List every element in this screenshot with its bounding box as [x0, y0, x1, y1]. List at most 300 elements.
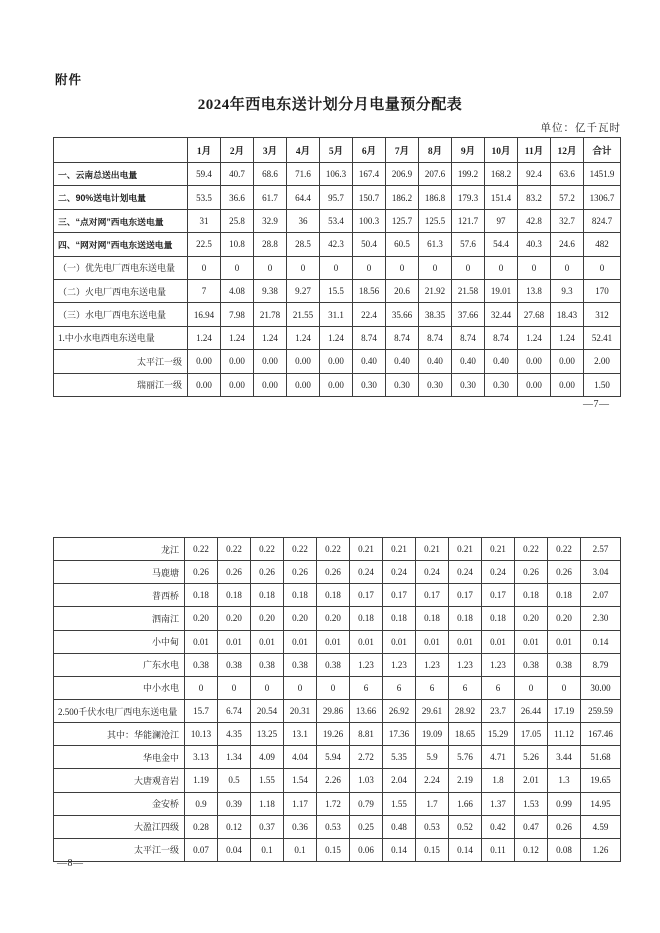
page-number-7: —7— — [583, 399, 610, 410]
value-cell: 61.3 — [419, 233, 452, 256]
value-cell: 0.26 — [251, 561, 284, 584]
value-cell: 0 — [185, 676, 218, 699]
column-header: 1月 — [188, 138, 221, 163]
value-cell: 0.00 — [320, 373, 353, 396]
value-cell: 9.3 — [551, 280, 584, 303]
row-label: 2.500千伏水电厂西电东送电量 — [54, 699, 185, 722]
row-label: 中小水电 — [54, 676, 185, 699]
value-cell: 2.04 — [383, 769, 416, 792]
value-cell: 0 — [284, 676, 317, 699]
value-cell: 83.2 — [518, 186, 551, 209]
value-cell: 31 — [188, 209, 221, 232]
value-cell: 0.30 — [353, 373, 386, 396]
allocation-table-2 — [53, 537, 621, 862]
value-cell: 0.14 — [383, 838, 416, 861]
value-cell: 0 — [548, 676, 581, 699]
value-cell: 1.24 — [254, 326, 287, 349]
table-row — [54, 186, 621, 209]
value-cell: 52.41 — [584, 326, 621, 349]
value-cell: 27.68 — [518, 303, 551, 326]
value-cell: 206.9 — [386, 163, 419, 186]
value-cell: 0.99 — [548, 792, 581, 815]
value-cell: 31.1 — [320, 303, 353, 326]
table-row — [54, 607, 621, 630]
table-row — [54, 792, 621, 815]
value-cell: 97 — [485, 209, 518, 232]
value-cell: 21.55 — [287, 303, 320, 326]
value-cell: 0 — [218, 676, 251, 699]
value-cell: 4.35 — [218, 723, 251, 746]
value-cell: 2.72 — [350, 746, 383, 769]
value-cell: 4.08 — [221, 280, 254, 303]
value-cell: 50.4 — [353, 233, 386, 256]
value-cell: 0.21 — [350, 538, 383, 561]
value-cell: 0.01 — [383, 630, 416, 653]
value-cell: 1306.7 — [584, 186, 621, 209]
value-cell: 0.20 — [515, 607, 548, 630]
value-cell: 0 — [452, 256, 485, 279]
value-cell: 0.5 — [218, 769, 251, 792]
value-cell: 0.18 — [218, 584, 251, 607]
row-label: 泗南江 — [54, 607, 185, 630]
value-cell: 167.46 — [581, 723, 621, 746]
value-cell: 121.7 — [452, 209, 485, 232]
value-cell: 0.00 — [254, 373, 287, 396]
value-cell: 1.23 — [482, 653, 515, 676]
value-cell: 6 — [449, 676, 482, 699]
column-header: 合计 — [584, 138, 621, 163]
value-cell: 21.78 — [254, 303, 287, 326]
value-cell: 207.6 — [419, 163, 452, 186]
value-cell: 0.21 — [416, 538, 449, 561]
page-title: 2024年西电东送计划分月电量预分配表 — [197, 97, 463, 113]
row-label: 四、“网对网”西电东送送电量 — [54, 233, 188, 256]
value-cell: 0.07 — [185, 838, 218, 861]
value-cell: 5.26 — [515, 746, 548, 769]
value-cell: 482 — [584, 233, 621, 256]
value-cell: 1.24 — [551, 326, 584, 349]
value-cell: 150.7 — [353, 186, 386, 209]
value-cell: 10.13 — [185, 723, 218, 746]
value-cell: 92.4 — [518, 163, 551, 186]
table-row — [54, 723, 621, 746]
value-cell: 0.00 — [518, 373, 551, 396]
value-cell: 0 — [518, 256, 551, 279]
value-cell: 2.19 — [449, 769, 482, 792]
value-cell: 24.6 — [551, 233, 584, 256]
value-cell: 0.01 — [482, 630, 515, 653]
value-cell: 0.17 — [416, 584, 449, 607]
value-cell: 0 — [419, 256, 452, 279]
value-cell: 0.36 — [284, 815, 317, 838]
value-cell: 1.19 — [185, 769, 218, 792]
value-cell: 95.7 — [320, 186, 353, 209]
value-cell: 36 — [287, 209, 320, 232]
value-cell: 0 — [320, 256, 353, 279]
value-cell: 0 — [353, 256, 386, 279]
value-cell: 179.3 — [452, 186, 485, 209]
value-cell: 1.03 — [350, 769, 383, 792]
value-cell: 0.17 — [482, 584, 515, 607]
value-cell: 0.20 — [251, 607, 284, 630]
value-cell: 125.7 — [386, 209, 419, 232]
value-cell: 2.26 — [317, 769, 350, 792]
table-row — [54, 280, 621, 303]
value-cell: 0.00 — [221, 350, 254, 373]
value-cell: 54.4 — [485, 233, 518, 256]
value-cell: 1.23 — [449, 653, 482, 676]
value-cell: 0.18 — [449, 607, 482, 630]
value-cell: 0.37 — [251, 815, 284, 838]
value-cell: 0.00 — [551, 350, 584, 373]
table-row — [54, 538, 621, 561]
value-cell: 18.56 — [353, 280, 386, 303]
value-cell: 28.92 — [449, 699, 482, 722]
value-cell: 18.65 — [449, 723, 482, 746]
value-cell: 0.40 — [485, 350, 518, 373]
table-row — [54, 653, 621, 676]
value-cell: 0.18 — [416, 607, 449, 630]
value-cell: 0 — [251, 676, 284, 699]
value-cell: 1.54 — [284, 769, 317, 792]
value-cell: 0.01 — [350, 630, 383, 653]
value-cell: 6 — [416, 676, 449, 699]
row-label: 金安桥 — [54, 792, 185, 815]
value-cell: 0.01 — [548, 630, 581, 653]
value-cell: 13.1 — [284, 723, 317, 746]
value-cell: 0.22 — [317, 538, 350, 561]
value-cell: 0.1 — [251, 838, 284, 861]
value-cell: 0.08 — [548, 838, 581, 861]
value-cell: 0.47 — [515, 815, 548, 838]
value-cell: 9.38 — [254, 280, 287, 303]
value-cell: 19.01 — [485, 280, 518, 303]
value-cell: 57.2 — [551, 186, 584, 209]
value-cell: 125.5 — [419, 209, 452, 232]
value-cell: 0.21 — [449, 538, 482, 561]
table-row — [54, 561, 621, 584]
value-cell: 8.74 — [386, 326, 419, 349]
value-cell: 0.00 — [320, 350, 353, 373]
value-cell: 0.21 — [383, 538, 416, 561]
table-row — [54, 233, 621, 256]
allocation-table-1 — [53, 137, 621, 397]
value-cell: 0 — [254, 256, 287, 279]
value-cell: 0.40 — [419, 350, 452, 373]
table-row — [54, 326, 621, 349]
value-cell: 1.18 — [251, 792, 284, 815]
value-cell: 0 — [584, 256, 621, 279]
table-row — [54, 838, 621, 861]
row-label: 其中：华能澜沧江 — [54, 723, 185, 746]
value-cell: 2.00 — [584, 350, 621, 373]
value-cell: 13.25 — [251, 723, 284, 746]
row-label: （二）火电厂西电东送电量 — [54, 280, 188, 303]
value-cell: 19.26 — [317, 723, 350, 746]
value-cell: 0.12 — [515, 838, 548, 861]
table-row — [54, 676, 621, 699]
value-cell: 0.22 — [515, 538, 548, 561]
value-cell: 30.00 — [581, 676, 621, 699]
value-cell: 0 — [551, 256, 584, 279]
value-cell: 0.00 — [221, 373, 254, 396]
value-cell: 0.01 — [515, 630, 548, 653]
value-cell: 0.26 — [317, 561, 350, 584]
value-cell: 1.23 — [383, 653, 416, 676]
value-cell: 6 — [482, 676, 515, 699]
value-cell: 100.3 — [353, 209, 386, 232]
value-cell: 0.01 — [416, 630, 449, 653]
value-cell: 0.18 — [251, 584, 284, 607]
page-number-8: —8— — [57, 858, 84, 869]
value-cell: 0.18 — [317, 584, 350, 607]
value-cell: 7 — [188, 280, 221, 303]
value-cell: 0.01 — [449, 630, 482, 653]
value-cell: 1451.9 — [584, 163, 621, 186]
row-label: 华电金中 — [54, 746, 185, 769]
value-cell: 0.17 — [449, 584, 482, 607]
value-cell: 0.24 — [416, 561, 449, 584]
value-cell: 68.6 — [254, 163, 287, 186]
value-cell: 17.36 — [383, 723, 416, 746]
value-cell: 5.94 — [317, 746, 350, 769]
column-header: 9月 — [452, 138, 485, 163]
value-cell: 0.17 — [350, 584, 383, 607]
value-cell: 15.29 — [482, 723, 515, 746]
row-label: （三）水电厂西电东送电量 — [54, 303, 188, 326]
value-cell: 186.8 — [419, 186, 452, 209]
value-cell: 0.38 — [515, 653, 548, 676]
value-cell: 1.24 — [188, 326, 221, 349]
value-cell: 40.3 — [518, 233, 551, 256]
value-cell: 0.00 — [188, 350, 221, 373]
value-cell: 0.20 — [548, 607, 581, 630]
value-cell: 2.57 — [581, 538, 621, 561]
value-cell: 1.17 — [284, 792, 317, 815]
value-cell: 2.24 — [416, 769, 449, 792]
header-row — [54, 138, 621, 163]
column-header: 2月 — [221, 138, 254, 163]
value-cell: 1.34 — [218, 746, 251, 769]
value-cell: 106.3 — [320, 163, 353, 186]
value-cell: 1.23 — [416, 653, 449, 676]
value-cell: 0.26 — [185, 561, 218, 584]
value-cell: 0 — [188, 256, 221, 279]
value-cell: 0.18 — [383, 607, 416, 630]
value-cell: 0.00 — [188, 373, 221, 396]
value-cell: 0.18 — [350, 607, 383, 630]
column-header: 3月 — [254, 138, 287, 163]
table-row — [54, 373, 621, 396]
value-cell: 8.74 — [485, 326, 518, 349]
value-cell: 0.53 — [416, 815, 449, 838]
value-cell: 3.44 — [548, 746, 581, 769]
value-cell: 0.20 — [185, 607, 218, 630]
column-header: 8月 — [419, 138, 452, 163]
value-cell: 0.24 — [482, 561, 515, 584]
value-cell: 0.01 — [284, 630, 317, 653]
value-cell: 29.61 — [416, 699, 449, 722]
value-cell: 0.38 — [548, 653, 581, 676]
value-cell: 35.66 — [386, 303, 419, 326]
value-cell: 0.42 — [482, 815, 515, 838]
value-cell: 42.8 — [518, 209, 551, 232]
value-cell: 0.22 — [284, 538, 317, 561]
value-cell: 32.9 — [254, 209, 287, 232]
value-cell: 0.38 — [317, 653, 350, 676]
value-cell: 42.3 — [320, 233, 353, 256]
value-cell: 0.15 — [317, 838, 350, 861]
value-cell: 0.38 — [251, 653, 284, 676]
value-cell: 0 — [386, 256, 419, 279]
value-cell: 1.3 — [548, 769, 581, 792]
table-row — [54, 746, 621, 769]
value-cell: 186.2 — [386, 186, 419, 209]
value-cell: 6 — [383, 676, 416, 699]
row-label: 三、“点对网”西电东送电量 — [54, 209, 188, 232]
value-cell: 0.30 — [386, 373, 419, 396]
value-cell: 4.04 — [284, 746, 317, 769]
value-cell: 1.55 — [383, 792, 416, 815]
value-cell: 36.6 — [221, 186, 254, 209]
value-cell: 0.30 — [485, 373, 518, 396]
value-cell: 0.48 — [383, 815, 416, 838]
value-cell: 26.44 — [515, 699, 548, 722]
value-cell: 0.18 — [515, 584, 548, 607]
value-cell: 1.72 — [317, 792, 350, 815]
value-cell: 20.6 — [386, 280, 419, 303]
value-cell: 16.94 — [188, 303, 221, 326]
value-cell: 0.18 — [482, 607, 515, 630]
value-cell: 20.54 — [251, 699, 284, 722]
value-cell: 0 — [515, 676, 548, 699]
value-cell: 1.7 — [416, 792, 449, 815]
value-cell: 0.26 — [548, 561, 581, 584]
value-cell: 1.53 — [515, 792, 548, 815]
row-label: 小中甸 — [54, 630, 185, 653]
value-cell: 23.7 — [482, 699, 515, 722]
value-cell: 10.8 — [221, 233, 254, 256]
row-label: 广东水电 — [54, 653, 185, 676]
value-cell: 0.24 — [350, 561, 383, 584]
value-cell: 19.65 — [581, 769, 621, 792]
value-cell: 1.8 — [482, 769, 515, 792]
value-cell: 0.38 — [218, 653, 251, 676]
value-cell: 8.74 — [419, 326, 452, 349]
value-cell: 59.4 — [188, 163, 221, 186]
column-header: 10月 — [485, 138, 518, 163]
value-cell: 26.92 — [383, 699, 416, 722]
value-cell: 0.00 — [254, 350, 287, 373]
value-cell: 0.25 — [350, 815, 383, 838]
value-cell: 0.01 — [317, 630, 350, 653]
column-header: 5月 — [320, 138, 353, 163]
value-cell: 1.37 — [482, 792, 515, 815]
value-cell: 40.7 — [221, 163, 254, 186]
value-cell: 167.4 — [353, 163, 386, 186]
value-cell: 0.40 — [386, 350, 419, 373]
attachment-label: 附件 — [55, 73, 83, 87]
value-cell: 0.30 — [419, 373, 452, 396]
value-cell: 151.4 — [485, 186, 518, 209]
value-cell: 0 — [485, 256, 518, 279]
value-cell: 0 — [287, 256, 320, 279]
value-cell: 61.7 — [254, 186, 287, 209]
value-cell: 0.24 — [449, 561, 482, 584]
row-label: 太平江一级 — [54, 838, 185, 861]
value-cell: 57.6 — [452, 233, 485, 256]
value-cell: 15.7 — [185, 699, 218, 722]
column-header: 6月 — [353, 138, 386, 163]
table-row — [54, 699, 621, 722]
value-cell: 2.07 — [581, 584, 621, 607]
value-cell: 1.55 — [251, 769, 284, 792]
value-cell: 0.20 — [218, 607, 251, 630]
value-cell: 32.44 — [485, 303, 518, 326]
value-cell: 0.00 — [518, 350, 551, 373]
value-cell: 51.68 — [581, 746, 621, 769]
table-row — [54, 815, 621, 838]
value-cell: 3.04 — [581, 561, 621, 584]
value-cell: 5.35 — [383, 746, 416, 769]
value-cell: 0.1 — [284, 838, 317, 861]
value-cell: 0.38 — [185, 653, 218, 676]
value-cell: 0.30 — [452, 373, 485, 396]
value-cell: 312 — [584, 303, 621, 326]
value-cell: 0.06 — [350, 838, 383, 861]
value-cell: 0.22 — [218, 538, 251, 561]
value-cell: 0.20 — [317, 607, 350, 630]
row-label: （一）优先电厂西电东送电量 — [54, 256, 188, 279]
value-cell: 168.2 — [485, 163, 518, 186]
row-label: 一、云南总送出电量 — [54, 163, 188, 186]
value-cell: 4.09 — [251, 746, 284, 769]
value-cell: 22.5 — [188, 233, 221, 256]
value-cell: 0.24 — [383, 561, 416, 584]
value-cell: 0.01 — [218, 630, 251, 653]
table-row — [54, 630, 621, 653]
row-label: 马鹿塘 — [54, 561, 185, 584]
table-row — [54, 209, 621, 232]
value-cell: 53.4 — [320, 209, 353, 232]
value-cell: 19.09 — [416, 723, 449, 746]
value-cell: 0 — [317, 676, 350, 699]
corner-cell — [54, 138, 188, 163]
value-cell: 1.24 — [221, 326, 254, 349]
value-cell: 0.39 — [218, 792, 251, 815]
table-row — [54, 163, 621, 186]
value-cell: 1.24 — [518, 326, 551, 349]
table-row — [54, 584, 621, 607]
value-cell: 0.04 — [218, 838, 251, 861]
row-label: 二、90%送电计划电量 — [54, 186, 188, 209]
value-cell: 6.74 — [218, 699, 251, 722]
value-cell: 2.01 — [515, 769, 548, 792]
column-header: 7月 — [386, 138, 419, 163]
value-cell: 25.8 — [221, 209, 254, 232]
value-cell: 199.2 — [452, 163, 485, 186]
value-cell: 0.79 — [350, 792, 383, 815]
value-cell: 1.66 — [449, 792, 482, 815]
row-label: 龙江 — [54, 538, 185, 561]
value-cell: 0.40 — [353, 350, 386, 373]
value-cell: 18.43 — [551, 303, 584, 326]
value-cell: 37.66 — [452, 303, 485, 326]
column-header: 12月 — [551, 138, 584, 163]
value-cell: 28.8 — [254, 233, 287, 256]
value-cell: 13.66 — [350, 699, 383, 722]
value-cell: 0.18 — [548, 584, 581, 607]
